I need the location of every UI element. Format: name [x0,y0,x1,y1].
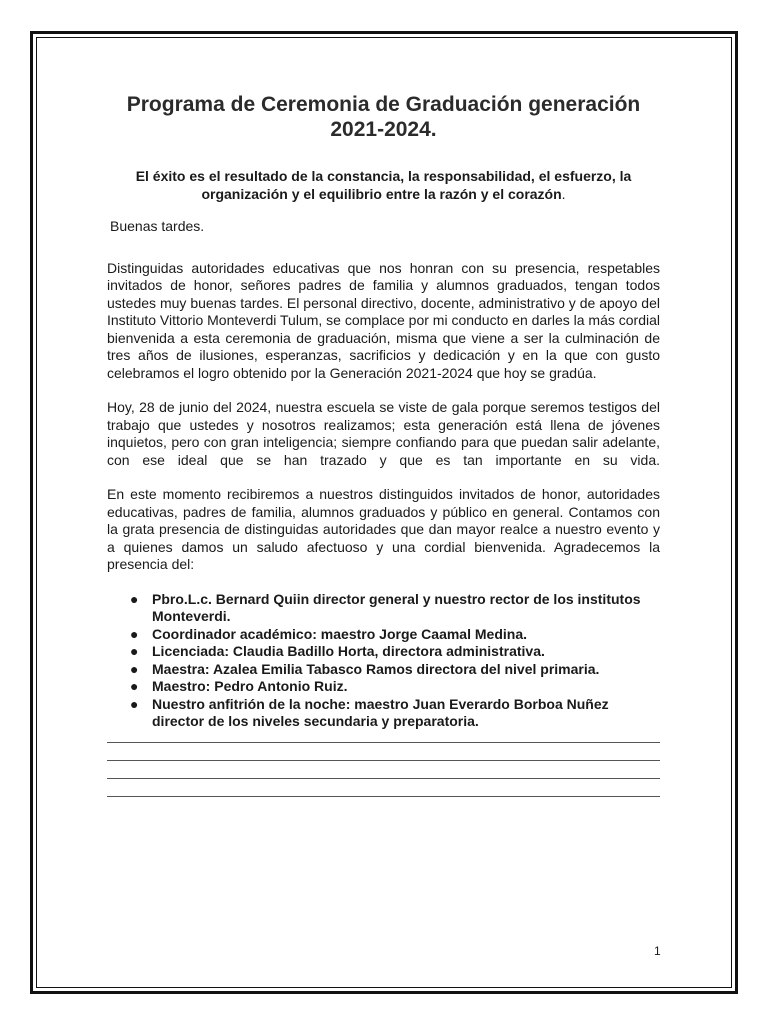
bullet-icon: ● [130,625,139,642]
bullet-icon: ● [130,643,139,659]
page-number: 1 [654,944,661,958]
blank-line [107,778,660,779]
guest-list-item: ● Nuestro anfitrión de la noche: maestro Juan Everardo Borboa Nuñez director de los niveles secundaria y preparatoria. [130,695,609,729]
document-title: Programa de Ceremonia de Graduación generación 2021-2024. [126,93,641,141]
guest-list-item: ● Maestra: Azalea Emilia Tabasco Ramos directora del nivel primaria. [130,660,600,677]
paragraph-guests-intro: En este momento recibiremos a nuestros distinguidos invitados de honor, autoridades educativas, padres de familia, alumnos graduados y público en general. Contamos con la grata presencia de distinguidas autoridades que dan mayor realce a nuestro evento y a quienes damos un saludo afectuoso y una cordial bienvenida. Agradecemos la presencia del: [107,486,660,572]
document-body [107,92,660,814]
bullet-icon: ● [130,695,139,712]
guest-list-item: ● Licenciada: Claudia Badillo Horta, directora administrativa. [130,643,545,659]
guest-list-item: ● Coordinador académico: maestro Jorge Caamal Medina. [130,625,527,642]
bullet-icon: ● [130,590,139,607]
blank-line [107,796,660,797]
motto-text: El éxito es el resultado de la constancia, la responsabilidad, el esfuerzo, la organización y el equilibrio entre la razón y el corazón [135,168,632,202]
motto-quote [107,167,660,203]
guest-list-item: ● Maestro: Pedro Antonio Ruiz. [130,678,348,694]
paragraph-date: Hoy, 28 de junio del 2024, nuestra escuela se viste de gala porque seremos testigos del trabajo que ustedes y nosotros realizamos; esta generación está llena de jóvenes inquietos, pero con gran inteligencia; siempre confiando para que puedan salir adelante, con ese ideal que se han trazado y que es tan importante en su vida. [107,399,660,468]
blank-line [107,742,660,743]
bullet-icon: ● [130,678,139,694]
paragraph-welcome: Distinguidas autoridades educativas que nos honran con su presencia, respetables invitados de honor, señores padres de familia y alumnos graduados, tengan todos ustedes muy buenas tardes. El personal directivo, docente, administrativo y de apoyo del Instituto Vittorio Monteverdi Tulum, se complace por mi conducto en darles la más cordial bienvenida a esta ceremonia de graduación, misma que viene a ser la culminación de tres años de ilusiones, esperanzas, sacrificios y dedicación y en la que con gusto celebramos el logro obtenido por la Generación 2021-2024 que hoy se gradúa. [107,259,660,381]
guest-list-item: ● Pbro.L.c. Bernard Quiin director general y nuestro rector de los institutos Monteverdi. [130,590,641,624]
bullet-icon: ● [130,660,139,677]
motto-period: . [561,186,566,202]
guest-list [107,591,660,731]
blank-line [107,760,660,761]
greeting: Buenas tardes. [110,218,205,234]
